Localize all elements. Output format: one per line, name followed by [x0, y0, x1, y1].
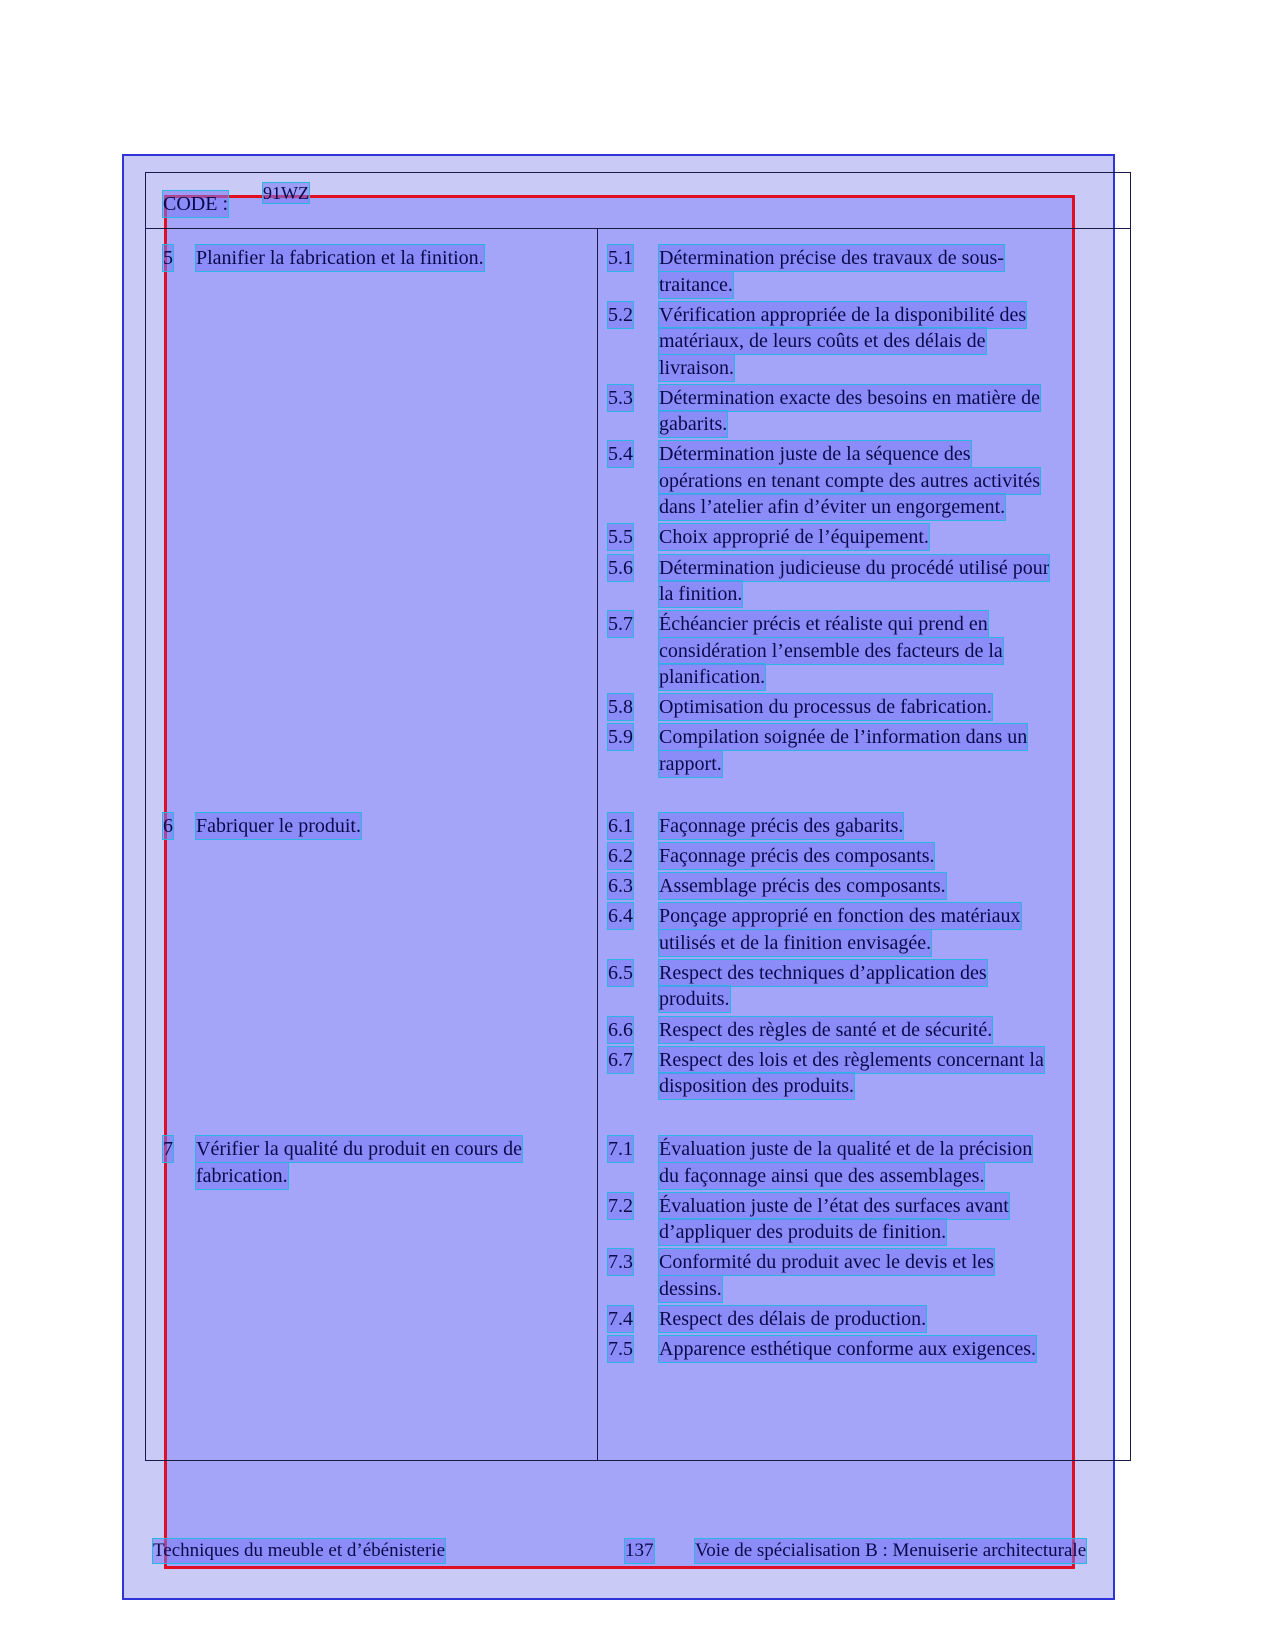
code-label: CODE : [163, 193, 228, 215]
criterion-number: 5.7 [608, 613, 633, 636]
criterion-text-line: Optimisation du processus de fabrication. [659, 696, 992, 719]
criterion-number: 7.2 [608, 1194, 633, 1217]
criterion-text-line: disposition des produits. [659, 1075, 855, 1098]
criterion-text-line: planification. [659, 666, 766, 689]
criterion-text-line: d’appliquer des produits de finition. [659, 1221, 947, 1244]
criterion-text-line: Détermination exacte des besoins en matière de [659, 386, 1040, 409]
criterion-number: 7.3 [608, 1251, 633, 1274]
competency-number: 6 [163, 815, 173, 837]
criterion-text-line: opérations en tenant compte des autres activités [659, 469, 1040, 492]
criterion-text-line: du façonnage ainsi que des assemblages. [659, 1164, 985, 1187]
criterion-text-line: Détermination précise des travaux de sous- [659, 247, 1004, 269]
criterion-number: 5.2 [608, 303, 633, 326]
table-header-divider [145, 228, 1131, 229]
criterion-text-line: Évaluation juste de la qualité et de la précision [659, 1138, 1033, 1160]
criterion-text-line: Compilation soignée de l’information dans un [659, 726, 1028, 749]
criterion-text-line: la finition. [659, 583, 743, 605]
criterion-text-line: Échéancier précis et réaliste qui prend en [659, 613, 988, 636]
criterion-number: 5.4 [608, 443, 633, 466]
criterion-text-line: Détermination juste de la séquence des [659, 443, 971, 466]
criterion-number: 7.4 [608, 1307, 633, 1330]
criterion-text-line: Vérification appropriée de la disponibilité des [659, 303, 1027, 326]
criterion-text-line: Respect des règles de santé et de sécurité. [659, 1018, 993, 1041]
table-column-divider [597, 228, 598, 1461]
criterion-text-line: gabarits. [659, 413, 728, 436]
competency-title-line: fabrication. [196, 1164, 288, 1187]
competency-title-line: Planifier la fabrication et la finition. [196, 247, 484, 269]
criterion-text-line: considération l’ensemble des facteurs de la [659, 639, 1003, 662]
criterion-text-line: Apparence esthétique conforme aux exigences. [659, 1337, 1037, 1360]
competency-title-line: Fabriquer le produit. [196, 815, 361, 837]
criterion-number: 5.6 [608, 556, 633, 579]
criterion-text-line: Façonnage précis des composants. [659, 845, 935, 868]
criterion-text-line: Choix approprié de l’équipement. [659, 526, 929, 549]
competency-number: 7 [163, 1138, 173, 1160]
criterion-number: 6.4 [608, 905, 633, 928]
criterion-text-line: Ponçage approprié en fonction des matériaux [659, 905, 1021, 928]
criterion-number: 5.3 [608, 386, 633, 409]
criterion-text-line: utilisés et de la finition envisagée. [659, 931, 932, 954]
criterion-number: 6.6 [608, 1018, 633, 1041]
criterion-number: 5.9 [608, 726, 633, 749]
criterion-text-line: matériaux, de leurs coûts et des délais de [659, 330, 986, 353]
criterion-text-line: traitance. [659, 273, 733, 296]
criterion-text-line: Façonnage précis des gabarits. [659, 815, 904, 837]
criterion-text-line: Assemblage précis des composants. [659, 875, 946, 898]
criterion-text-line: Respect des lois et des règlements concernant la [659, 1048, 1044, 1071]
criterion-text-line: dans l’atelier afin d’éviter un engorgement. [659, 496, 1006, 519]
competency-title-line: Vérifier la qualité du produit en cours de [196, 1138, 522, 1160]
criterion-number: 5.1 [608, 247, 633, 269]
criterion-number: 6.3 [608, 875, 633, 898]
criterion-text-line: Évaluation juste de l’état des surfaces avant [659, 1194, 1009, 1217]
criterion-number: 5.5 [608, 526, 633, 549]
criterion-text-line: produits. [659, 988, 730, 1011]
criterion-number: 6.7 [608, 1048, 633, 1071]
criterion-text-line: Respect des techniques d’application des [659, 961, 987, 984]
criterion-text-line: dessins. [659, 1277, 722, 1300]
footer-program: Techniques du meuble et d’ébénisterie [153, 1540, 446, 1561]
criterion-number: 6.2 [608, 845, 633, 868]
criterion-number: 7.5 [608, 1337, 633, 1360]
footer-specialization: Voie de spécialisation B : Menuiserie architecturale [695, 1540, 1087, 1561]
criterion-text-line: rapport. [659, 752, 722, 775]
criterion-number: 6.1 [608, 815, 633, 837]
code-value: 91WZ [263, 183, 309, 203]
criterion-text-line: Conformité du produit avec le devis et les [659, 1251, 994, 1274]
criterion-number: 6.5 [608, 961, 633, 984]
criterion-text-line: Détermination judicieuse du procédé utilisé pour [659, 556, 1050, 579]
criterion-number: 7.1 [608, 1138, 633, 1160]
competency-number: 5 [163, 247, 173, 269]
criterion-number: 5.8 [608, 696, 633, 719]
footer-page-number: 137 [625, 1540, 654, 1561]
criterion-text-line: Respect des délais de production. [659, 1307, 927, 1330]
criterion-text-line: livraison. [659, 356, 734, 379]
